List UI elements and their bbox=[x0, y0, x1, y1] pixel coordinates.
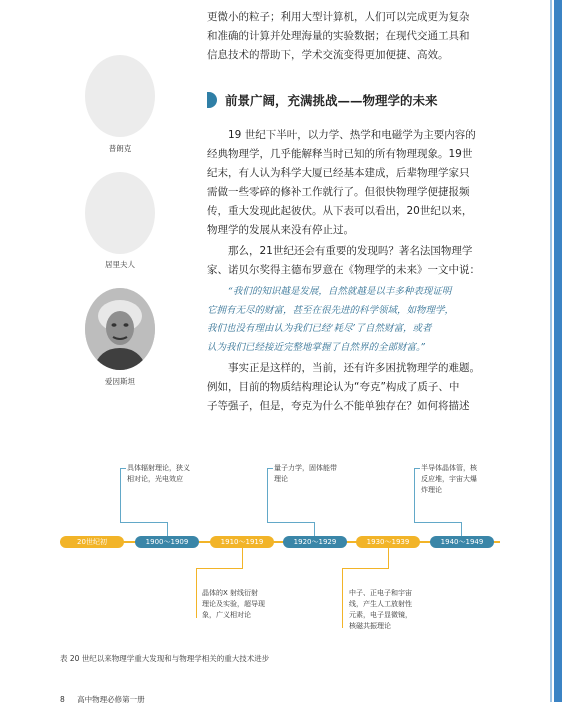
note-line: 反应堆，宇宙大爆 bbox=[421, 475, 477, 483]
book-title: 高中物理必修第一册 bbox=[77, 695, 145, 704]
timeline-period: 1910～1919 bbox=[210, 536, 274, 548]
timeline-period: 1900～1909 bbox=[135, 536, 199, 548]
text-line: 子等强子，但是，夸克为什么不能单独存在？如何将描述 bbox=[207, 400, 470, 412]
note-line: 理论及实验，超导现 bbox=[202, 600, 265, 608]
timeline-period: 1920～1929 bbox=[283, 536, 347, 548]
quote-line: 它拥有无尽的财富，甚至在很先进的科学领域，如物理学， bbox=[207, 304, 455, 316]
text-line: 19 世纪下半叶，以力学、热学和电磁学为主要内容的 bbox=[228, 129, 476, 141]
text-line: 传，重大发现此起彼伏。从下表可以看出，20世纪以来， bbox=[207, 205, 473, 217]
note-line: 量子力学，固体能带 bbox=[274, 464, 337, 472]
timeline-period: 1930～1939 bbox=[356, 536, 420, 548]
connector-line bbox=[120, 468, 121, 522]
text-line: 信息技术的帮助下，学术交流变得更加便捷、高效。 bbox=[207, 49, 449, 61]
text-line: 事实正是这样的，当前，还有许多困扰物理学的难题。 bbox=[228, 362, 480, 374]
timeline-period: 1940～1949 bbox=[430, 536, 494, 548]
connector-line bbox=[342, 568, 343, 628]
note-line: 核磁共振理论 bbox=[349, 622, 391, 630]
connector-line bbox=[342, 568, 389, 569]
connector-line bbox=[461, 522, 462, 536]
timeline-note bbox=[349, 588, 412, 632]
connector-line bbox=[267, 522, 315, 523]
note-line: 元素，电子显微镜， bbox=[349, 611, 412, 619]
timeline-note bbox=[202, 588, 265, 621]
connector-line bbox=[120, 522, 168, 523]
connector-line bbox=[267, 468, 268, 522]
de-broglie-quote bbox=[207, 283, 503, 357]
page-edge-line bbox=[550, 0, 552, 702]
table-caption: 表 20 世纪以来物理学重大发现和与物理学相关的重大技术进步 bbox=[60, 654, 270, 663]
portrait-planck bbox=[85, 55, 155, 137]
einstein-photo-icon bbox=[85, 288, 155, 370]
note-line: 半导体晶体管，核 bbox=[421, 464, 477, 472]
quote-line: 我们也没有理由认为我们已经‘耗尽’了自然财富，或者 bbox=[207, 323, 432, 334]
connector-line bbox=[167, 522, 168, 536]
text-line: 家、诺贝尔奖得主德布罗意在《物理学的未来》一文中说： bbox=[207, 264, 480, 276]
paragraph-2 bbox=[207, 242, 503, 280]
paragraph-1 bbox=[207, 126, 503, 240]
portrait-einstein bbox=[85, 288, 155, 370]
paragraph-3 bbox=[207, 359, 503, 416]
note-line: 相对论，光电效应 bbox=[127, 475, 183, 483]
portrait-caption: 普朗克 bbox=[108, 144, 132, 153]
connector-line bbox=[314, 522, 315, 536]
portrait-curie bbox=[85, 172, 155, 254]
intro-paragraph bbox=[207, 8, 503, 65]
connector-line bbox=[388, 548, 389, 568]
text-line: 更微小的粒子；利用大型计算机，人们可以完成更为复杂 bbox=[207, 11, 470, 23]
text-line: 纪末，有人认为科学大厦已经基本建成，后辈物理学家只 bbox=[207, 167, 470, 179]
timeline-note bbox=[274, 463, 337, 485]
portrait-caption: 爱因斯坦 bbox=[105, 377, 135, 386]
timeline-note bbox=[421, 463, 477, 496]
connector-line bbox=[196, 568, 243, 569]
section-title: 前景广阔，充满挑战——物理学的未来 bbox=[225, 93, 438, 108]
page-footer bbox=[60, 694, 145, 705]
page-number: 8 bbox=[60, 695, 65, 704]
note-line: 具体辐射理论，狭义 bbox=[127, 464, 190, 472]
connector-line bbox=[196, 568, 197, 618]
text-line: 经典物理学，几乎能解释当时已知的所有物理现象。19世 bbox=[207, 148, 473, 160]
note-line: 理论 bbox=[274, 475, 288, 483]
text-line: 物理学的发展从来没有停止过。 bbox=[207, 224, 354, 236]
text-line: 和准确的计算并处理海量的实验数据；在现代交通工具和 bbox=[207, 30, 470, 42]
timeline-period: 20世纪初 bbox=[60, 536, 124, 548]
connector-line bbox=[414, 468, 420, 469]
note-line: 晶体的X 射线衍射 bbox=[202, 589, 259, 597]
connector-line bbox=[242, 548, 243, 568]
text-line: 那么，21世纪还会有重要的发现吗？著名法国物理学 bbox=[228, 245, 473, 257]
timeline-note bbox=[127, 463, 190, 485]
connector-line bbox=[267, 468, 273, 469]
note-line: 象，广义相对论 bbox=[202, 611, 251, 619]
connector-line bbox=[414, 468, 415, 522]
heading-marker-icon bbox=[207, 92, 217, 108]
text-line: 需做一些零碎的修补工作就行了。但很快物理学便捷报频 bbox=[207, 186, 470, 198]
connector-line bbox=[414, 522, 462, 523]
note-line: 线，产生人工放射性 bbox=[349, 600, 412, 608]
portrait-caption: 居里夫人 bbox=[105, 260, 135, 269]
text-line: 例如，目前的物质结构理论认为“夸克”构成了质子、中 bbox=[207, 381, 460, 393]
connector-line bbox=[120, 468, 126, 469]
quote-line: “我们的知识越是发展，自然就越是以丰多种表现证明 bbox=[228, 286, 452, 297]
note-line: 炸理论 bbox=[421, 486, 442, 494]
note-line: 中子、正电子和宇宙 bbox=[349, 589, 412, 597]
page-edge-bar bbox=[554, 0, 562, 702]
quote-line: 认为我们已经接近完整地掌握了自然界的全部财富。” bbox=[207, 341, 426, 353]
